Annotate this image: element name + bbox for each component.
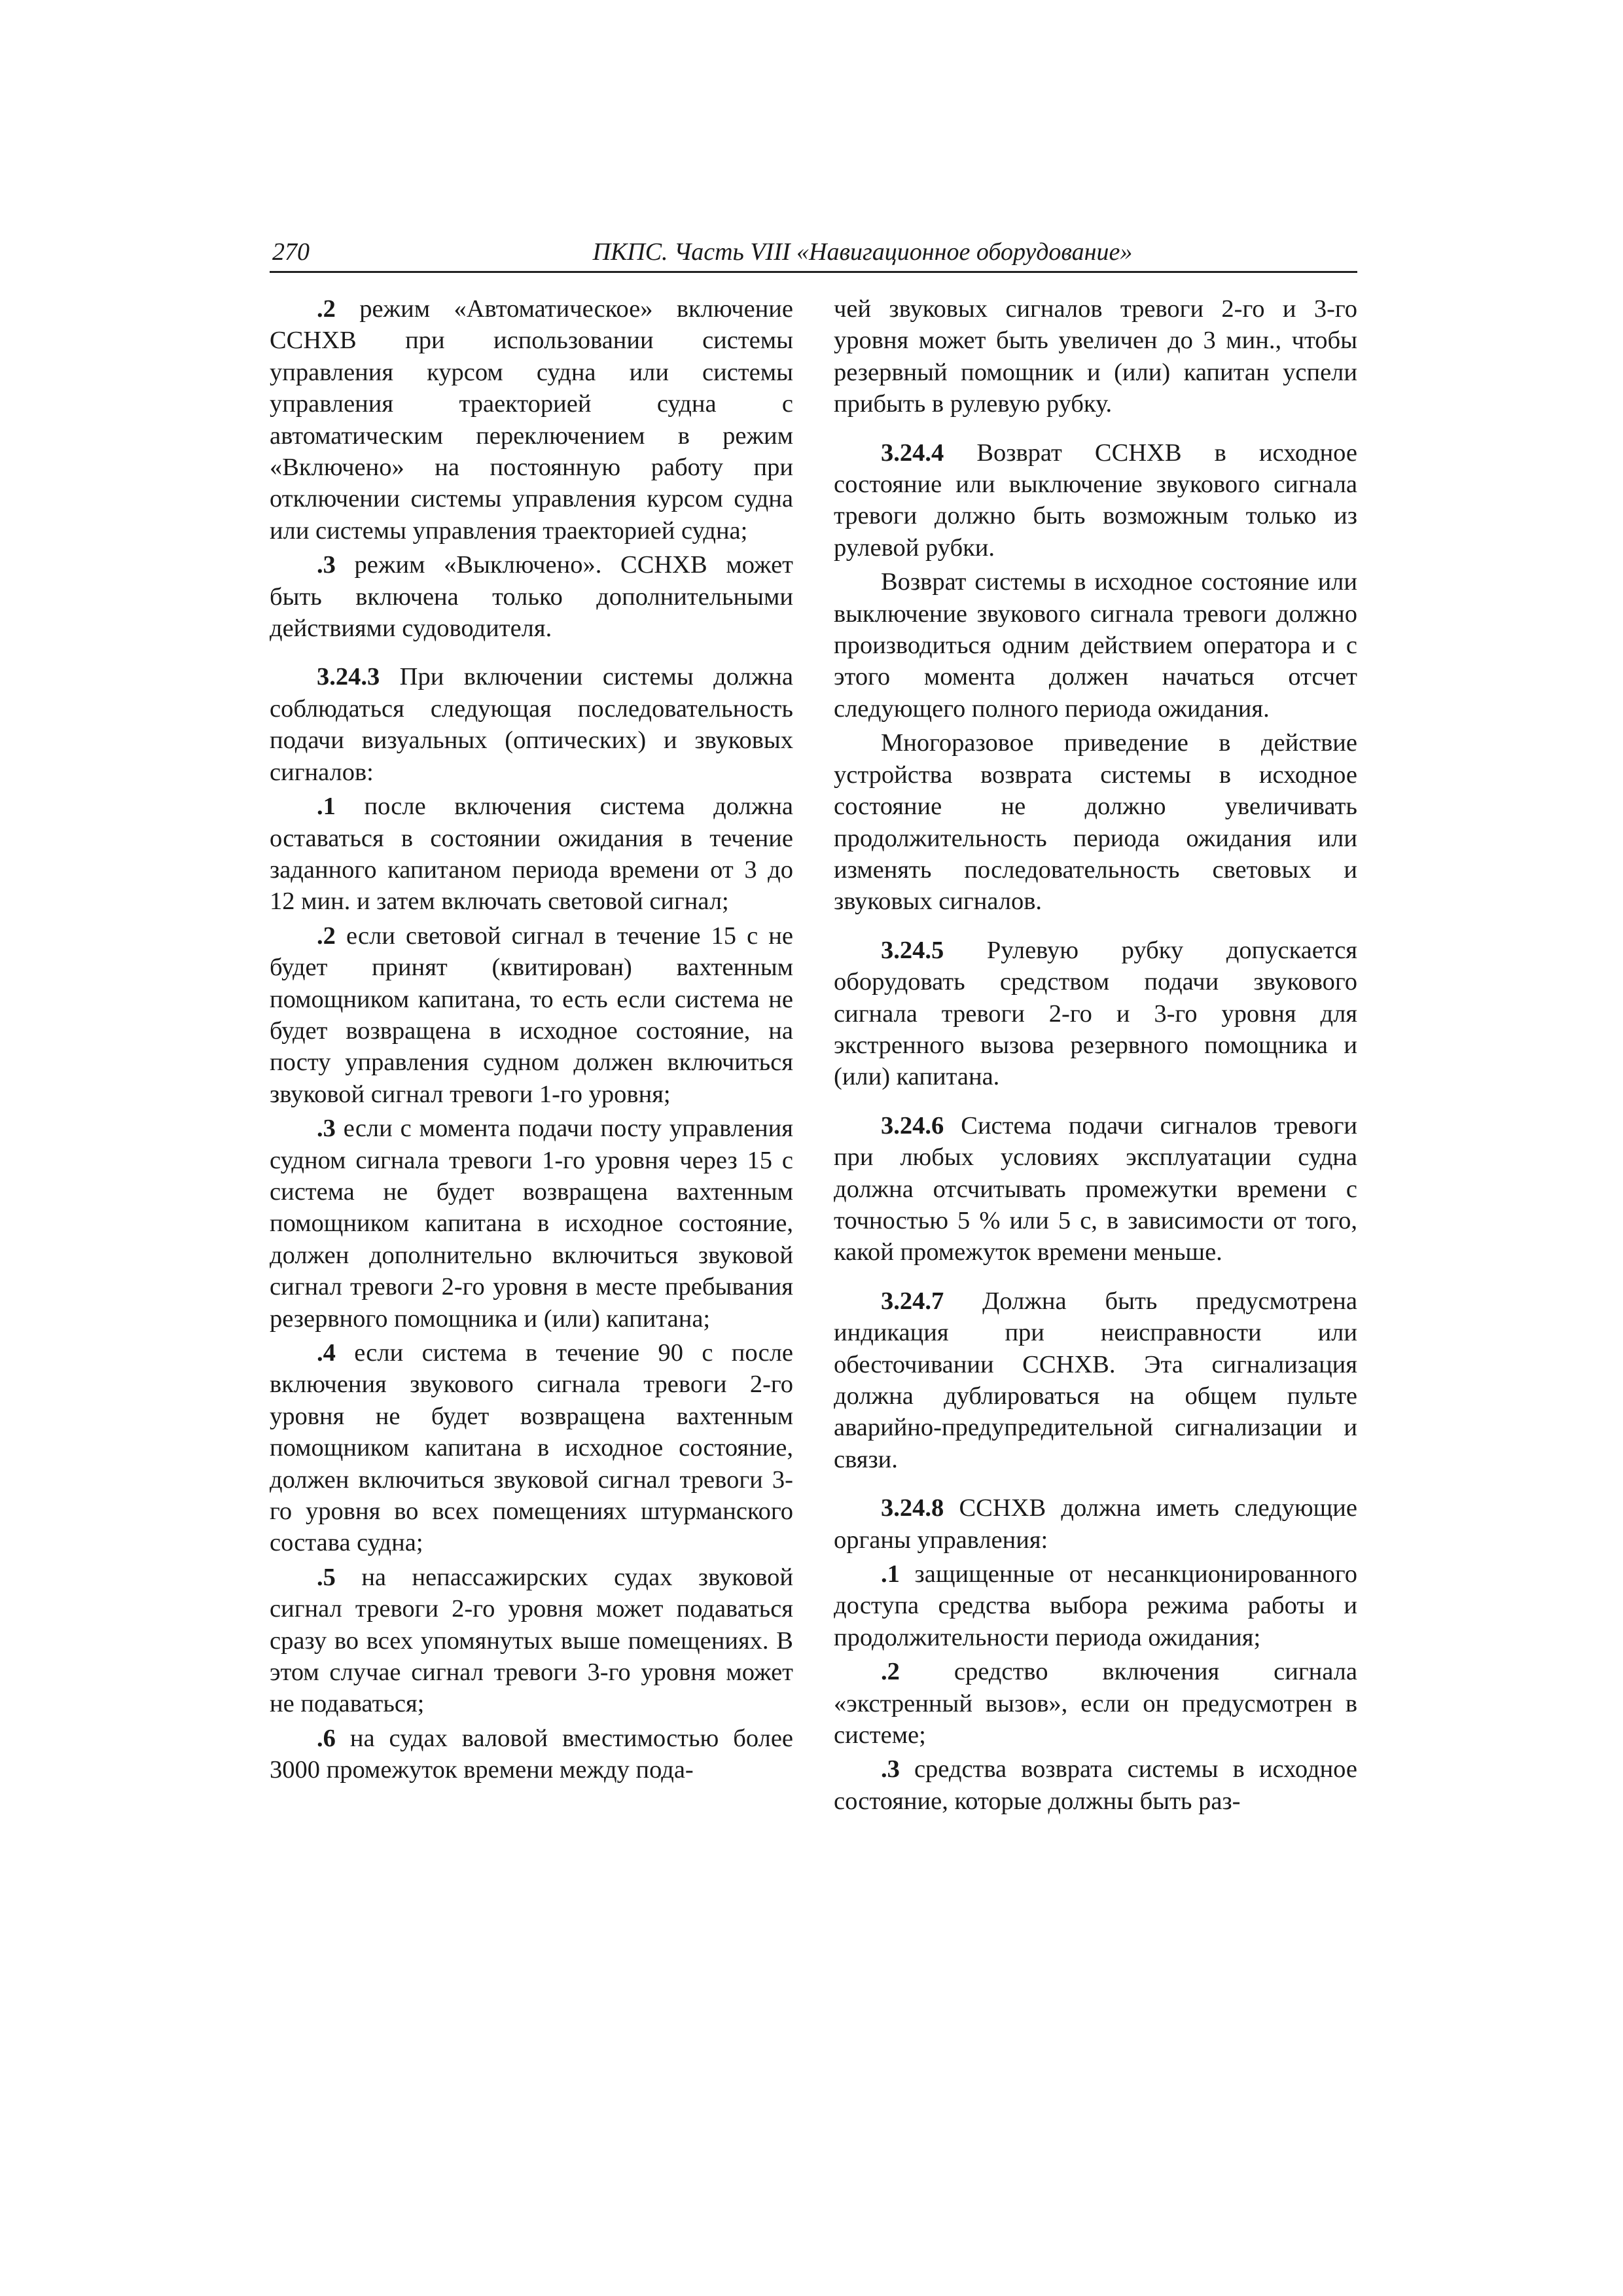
item-number: .2	[881, 1658, 900, 1686]
continued-paragraph	[834, 293, 1357, 420]
paragraph-text: после включения система должна оставаться в состоянии ожидания в течение заданного капитаном периода времени от 3 до 12 мин. и затем включать световой сигнал;	[270, 793, 793, 916]
paragraph	[270, 920, 793, 1110]
paragraph	[270, 1723, 793, 1786]
right-column	[834, 293, 1357, 1817]
paragraph-text: на непассажирских судах звуковой сигнал тревоги 2-го уровня может подаваться сразу во всех упомянутых выше помещениях. В этом случае сигнал тревоги 3-го уровня может не подаваться;	[270, 1563, 793, 1718]
section-number: 3.24.5	[881, 936, 944, 964]
paragraph-text: режим «Выключено». ССНХВ может быть включена только дополнительными действиями судоводителя.	[270, 551, 793, 643]
paragraph-text: если световой сигнал в течение 15 с не будет принят (квитирован) вахтенным помощником капитана, то есть если система не будет возвращена в исходное состояние, на посту управления судном должен включиться звуковой сигнал тревоги 1-го уровня;	[270, 922, 793, 1108]
section-paragraph	[834, 1492, 1357, 1556]
item-number: .6	[317, 1724, 336, 1752]
paragraph	[834, 1656, 1357, 1751]
item-number: .5	[317, 1563, 336, 1591]
item-number: .3	[317, 551, 336, 579]
paragraph-text: Система подачи сигналов тревоги при любых условиях эксплуатации судна должна отсчитывать промежутки времени с точностью 5 % или 5 с, в зависимости от того, какой промежуток времени меньше.	[834, 1111, 1357, 1266]
paragraph	[834, 1558, 1357, 1653]
paragraph-text: Возврат системы в исходное состояние или выключение звукового сигнала тревоги должно производиться одним действием оператора и с этого момента должен начаться отсчет следующего полного периода ожидания.	[834, 568, 1357, 723]
item-number: .3	[317, 1115, 336, 1143]
paragraph-text: если с момента подачи посту управления судном сигнала тревоги 1-го уровня через 15 с система не будет возвращена вахтенным помощником капитана в исходное состояние, должен дополнительно включиться звуковой сигнал тревоги 2-го уровня в месте пребывания резервного помощника и (или) капитана;	[270, 1115, 793, 1333]
paragraph	[270, 549, 793, 644]
paragraph-text: Рулевую рубку допускается оборудовать средством подачи звукового сигнала тревоги 2-го и 3-го уровня для экстренного вызова резервного помощника и (или) капитана.	[834, 936, 1357, 1091]
paragraph-text: При включении системы должна соблюдаться следующая последовательность подачи визуальных (оптических) и звуковых сигналов:	[270, 663, 793, 786]
section-paragraph	[834, 1285, 1357, 1475]
item-number: .2	[317, 922, 336, 950]
section-number: 3.24.7	[881, 1287, 944, 1315]
page-header	[270, 237, 1357, 273]
paragraph-text: Должна быть предусмотрена индикация при неисправности или обесточивании ССНХВ. Эта сигнализация должна дублироваться на общем пульте аварийно-предупредительной сигнализации и связи.	[834, 1287, 1357, 1473]
item-number: .1	[881, 1560, 900, 1588]
section-number: 3.24.3	[317, 663, 380, 691]
item-number: .2	[317, 295, 336, 323]
page-number: 270	[272, 238, 310, 266]
paragraph-text: чей звуковых сигналов тревоги 2-го и 3-го уровня может быть увеличен до 3 мин., чтобы резервный помощник и (или) капитан успели прибыть в рулевую рубку.	[834, 295, 1357, 418]
document-page	[270, 237, 1357, 2135]
section-number: 3.24.6	[881, 1111, 944, 1139]
section-paragraph	[834, 1110, 1357, 1268]
item-number: .1	[317, 793, 336, 821]
paragraph-text: ССНХВ должна иметь следующие органы управления:	[834, 1494, 1357, 1554]
section-paragraph	[270, 661, 793, 788]
item-number: .3	[881, 1755, 900, 1784]
paragraph-text: средство включения сигнала «экстренный вызов», если он предусмотрен в системе;	[834, 1658, 1357, 1749]
section-number: 3.24.4	[881, 439, 944, 467]
paragraph	[270, 293, 793, 547]
paragraph-text: на судах валовой вместимостью более 3000 промежуток времени между пода-	[270, 1724, 793, 1784]
paragraph-text: средства возврата системы в исходное состояние, которые должны быть раз-	[834, 1755, 1357, 1815]
paragraph-text: Возврат ССНХВ в исходное состояние или выключение звукового сигнала тревоги должно быть возможным только из рулевой рубки.	[834, 439, 1357, 562]
paragraph-text: режим «Автоматическое» включение ССНХВ при использовании системы управления курсом судна или системы управления траекторией судна с автоматическим переключением в режим «Включено» на постоянную работу при отключении системы управления курсом судна или системы управления траекторией судна;	[270, 295, 793, 545]
paragraph	[270, 791, 793, 918]
paragraph-text: Многоразовое приведение в действие устройства возврата системы в исходное состояние не должно увеличивать продолжительность периода ожидания или изменять последовательность световых и звуковых сигналов.	[834, 729, 1357, 916]
paragraph	[834, 1753, 1357, 1817]
paragraph-text: если система в течение 90 с после включения звукового сигнала тревоги 2-го уровня не будет возвращена вахтенным помощником капитана в исходное состояние, должен включиться звуковой сигнал тревоги 3-го уровня во всех помещениях штурманского состава судна;	[270, 1339, 793, 1557]
section-paragraph	[834, 935, 1357, 1093]
paragraph-text: защищенные от несанкционированного доступа средства выбора режима работы и продолжительности периода ожидания;	[834, 1560, 1357, 1651]
item-number: .4	[317, 1339, 336, 1367]
section-number: 3.24.8	[881, 1494, 944, 1522]
running-title: ПКПС. Часть VIII «Навигационное оборудование»	[592, 238, 1133, 266]
paragraph	[834, 566, 1357, 725]
left-column	[270, 293, 793, 1786]
paragraph	[270, 1562, 793, 1720]
paragraph	[270, 1337, 793, 1559]
section-paragraph	[834, 437, 1357, 564]
paragraph	[834, 727, 1357, 917]
paragraph	[270, 1113, 793, 1335]
